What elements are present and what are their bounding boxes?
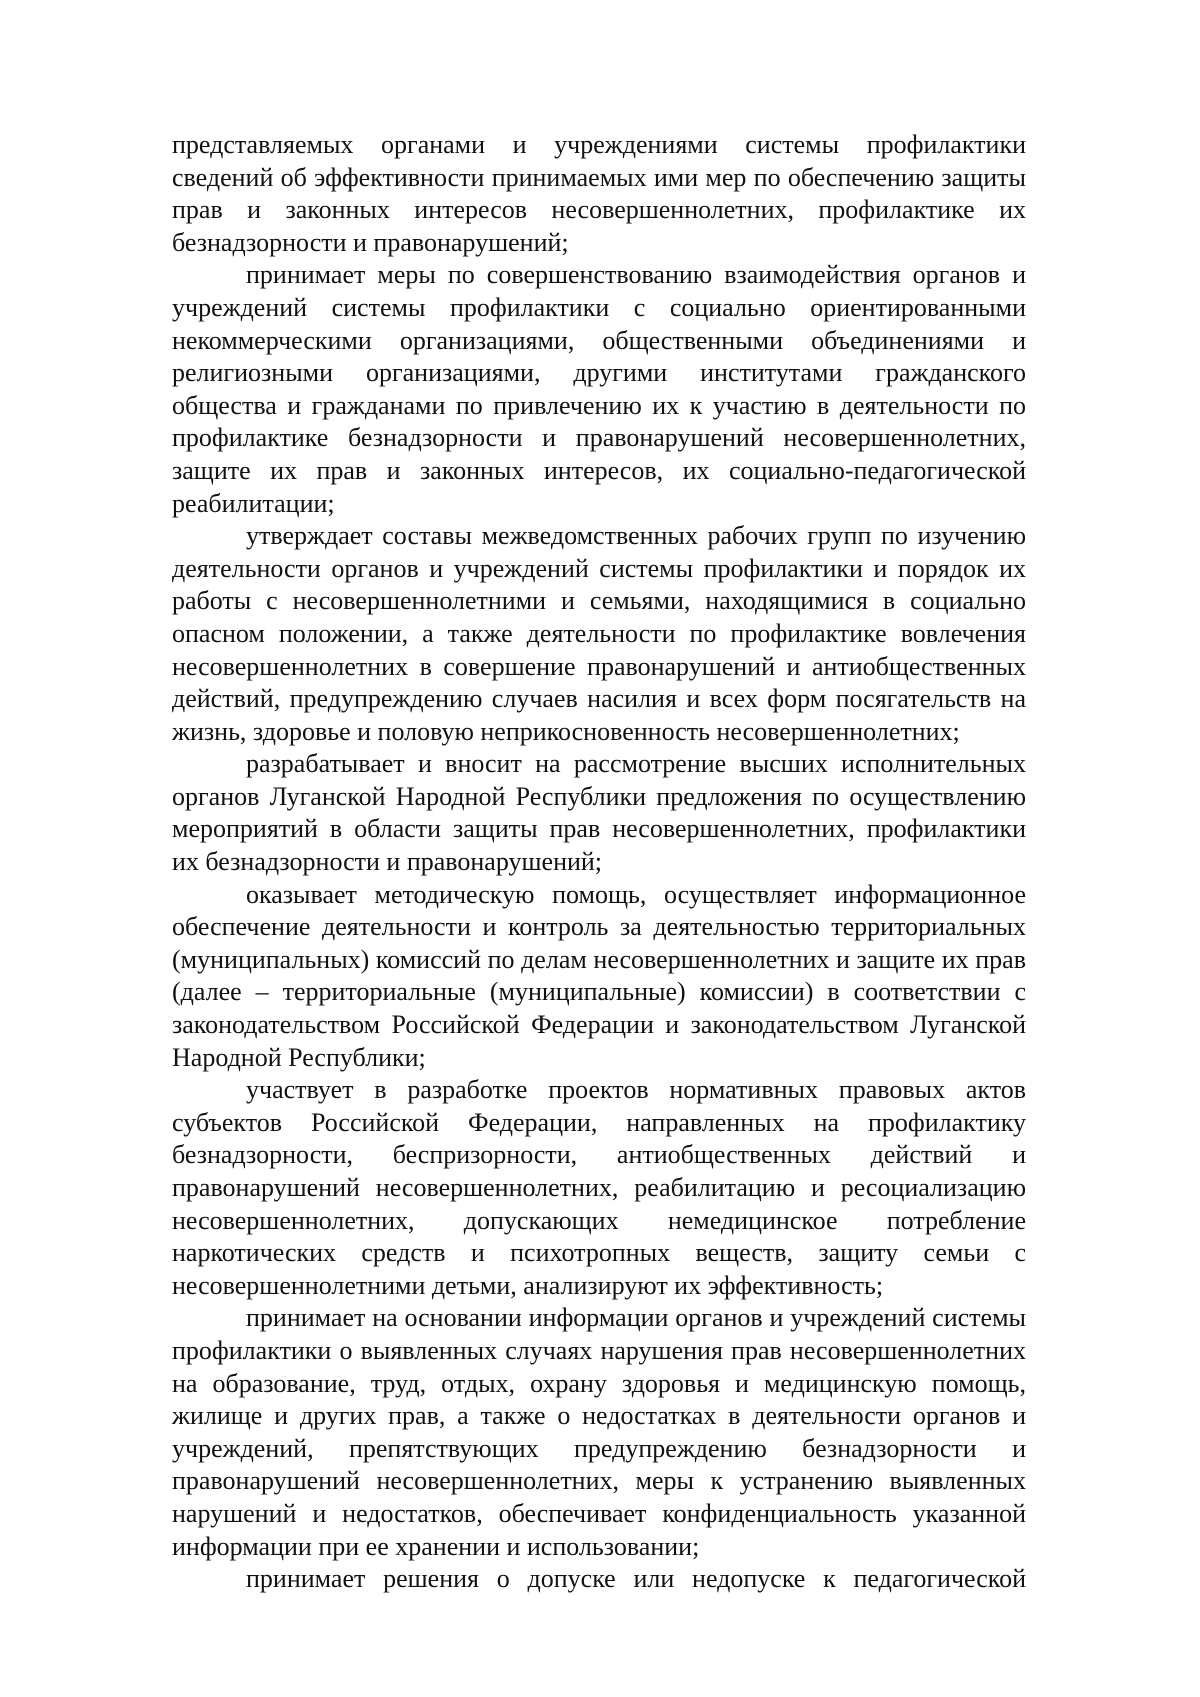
document-page (172, 129, 1026, 1596)
paragraph-admission-decisions: принимает решения о допуске или недопуске к педагогической (246, 1564, 1026, 1594)
paragraph-interaction-measures: принимает меры по совершенствованию взаимодействия органов и учреждений системы профилактики с социально ориентированными некоммерческими организациями, общественными объединениями и религиозными организациями, другими институтами гражданского общества и гражданами по привлечению их к участию в деятельности по профилактике безнадзорности и правонарушений несовершеннолетних, защите их прав и законных интересов, их социально-педагогической реабилитации; (172, 260, 1026, 518)
paragraph-methodical-help: оказывает методическую помощь, осуществляет информационное обеспечение деятельности и контроль за деятельностью территориальных (муниципальных) комиссий по делам несовершеннолетних и защите их прав (далее – территориальные (муниципальные) комиссии) в соответствии с законодательством Российской Федерации и законодательством Луганской Народной Республики; (172, 879, 1026, 1072)
paragraph-proposals: разрабатывает и вносит на рассмотрение высших исполнительных органов Луганской Народной Республики предложения по осуществлению мероприятий в области защиты прав несовершеннолетних, профилактики их безнадзорности и правонарушений; (172, 749, 1026, 877)
paragraph-working-groups: утверждает составы межведомственных рабочих групп по изучению деятельности органов и учреждений системы профилактики и порядок их работы с несовершеннолетними и семьями, находящимися в социально опасном положении, а также деятельности по профилактике вовлечения несовершеннолетних в совершение правонарушений и антиобщественных действий, предупреждению случаев насилия и всех форм посягательств на жизнь, здоровье и половую неприкосновенность несовершеннолетних; (172, 521, 1026, 746)
paragraph-legal-acts: участвует в разработке проектов нормативных правовых актов субъектов Российской Федерации, направленных на профилактику безнадзорности, беспризорности, антиобщественных действий и правонарушений несовершеннолетних, реабилитацию и ресоциализацию несовершеннолетних, допускающих немедицинское потребление наркотических средств и психотропных веществ, защиту семьи с несовершеннолетними детьми, анализируют их эффективность; (172, 1075, 1026, 1300)
paragraph-violations: принимает на основании информации органов и учреждений системы профилактики о выявленных случаях нарушения прав несовершеннолетних на образование, труд, отдых, охрану здоровья и медицинскую помощь, жилище и других прав, а также о недостатках в деятельности органов и учреждений, препятствующих предупреждению безнадзорности и правонарушений несовершеннолетних, меры к устранению выявленных нарушений и недостатков, обеспечивает конфиденциальность указанной информации при ее хранении и использовании; (172, 1303, 1026, 1561)
paragraph-continuation: представляемых органами и учреждениями системы профилактики сведений об эффективности принимаемых ими мер по обеспечению защиты прав и законных интересов несовершеннолетних, профилактике их безнадзорности и правонарушений; (172, 130, 1026, 257)
